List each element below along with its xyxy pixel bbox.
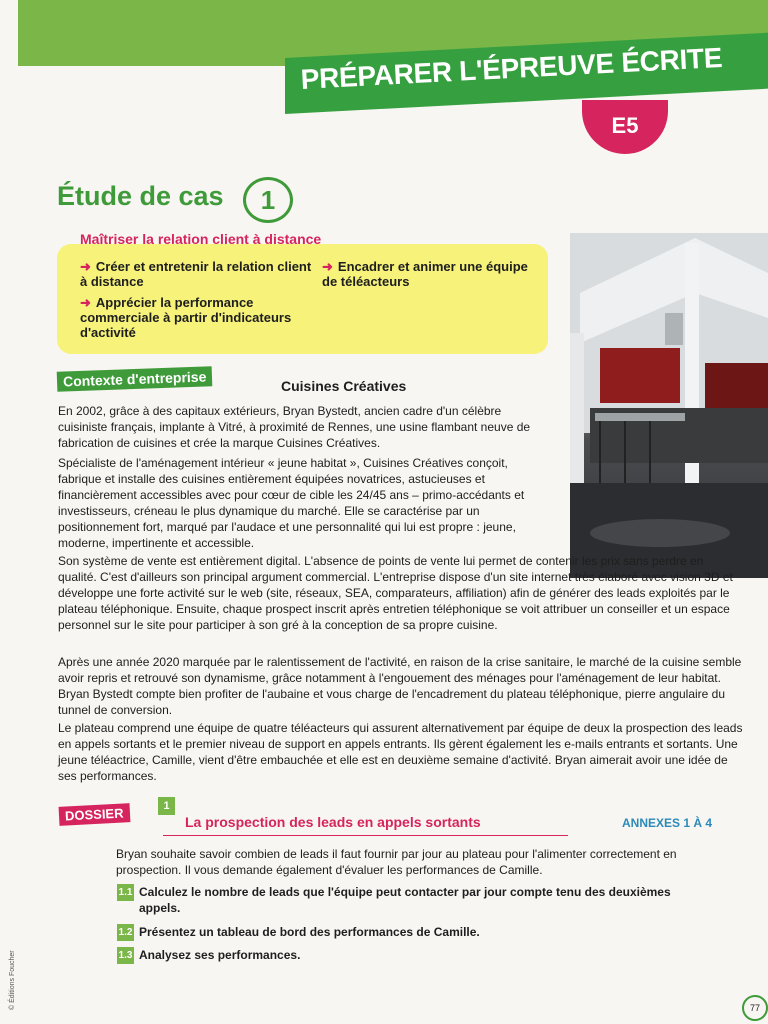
skill-item: ➜ Encadrer et animer une équipe de téléacteurs (322, 259, 528, 289)
page-title: PRÉPARER L'ÉPREUVE ÉCRITE (300, 41, 723, 95)
publisher-credit: © Éditions Foucher (9, 950, 16, 1010)
context-paragraph: Spécialiste de l'aménagement intérieur « jeune habitat », Cuisines Créatives conçoit, fabrique et installe des cuisines entièrement équipées novatrices, astucieuses et financièrement accessibles avec pour cœur de cible les 24/45 ans – primo-accédants et investisseurs, créneau le plus dynamique du marché. Elle se caractérise par un positionnement fort, marqué par l'audace et une personnalité qui lui est propre : jeune, moderne, impertinente et accessible. (58, 456, 525, 550)
dossier-title: La prospection des leads en appels sortants (185, 814, 481, 830)
skill-item: ➜ Apprécier la performance commerciale à partir d'indicateurs d'activité (80, 295, 292, 340)
task-number: 1.1 (117, 884, 134, 901)
case-title: Étude de cas (57, 181, 224, 211)
skill-item: ➜ Créer et entretenir la relation client à distance (80, 259, 312, 289)
dossier-intro: Bryan souhaite savoir combien de leads il faut fournir par jour au plateau pour l'alimenter correctement en prospection. Il vous demande également d'évaluer les performances de Camille. (116, 847, 677, 877)
kitchen-illustration (570, 233, 768, 578)
exam-badge: E5 (582, 100, 668, 154)
arrow-icon: ➜ (322, 259, 333, 274)
annexes-reference: ANNEXES 1 À 4 (622, 816, 713, 830)
task-text: Présentez un tableau de bord des performances de Camille. (139, 925, 480, 939)
kitchen-photo (570, 233, 768, 578)
context-tag: Contexte d'entreprise (57, 366, 213, 391)
dossier-tag: DOSSIER (59, 803, 130, 826)
dossier-number: 1 (158, 797, 175, 815)
case-number: 1 (243, 177, 293, 223)
skills-title: Maîtriser la relation client à distance (80, 231, 322, 247)
context-paragraph: Son système de vente est entièrement digital. L'absence de points de vente lui permet de contenir les prix sans perdre en qualité. C'est d'ailleurs son principal argument commercial. L'entreprise dispose d'un site internet très élaboré avec vision 3D et développe une forte activité sur le web (site, réseaux, SEA, comparateurs, affiliation) afin de générer des leads exploités par le plateau téléphonique. Ensuite, chaque prospect inscrit après entretien téléphonique se voit attribuer un conseiller et un espace personnel sur le site pour participer à son gré à la conception de sa propre cuisine. (58, 554, 733, 632)
page-number: 77 (742, 995, 768, 1021)
dossier-divider (163, 835, 568, 836)
task-number: 1.2 (117, 924, 134, 941)
company-name: Cuisines Créatives (281, 378, 407, 394)
task-text: Calculez le nombre de leads que l'équipe peut contacter par jour compte tenu des deuxièmes appels. (139, 885, 671, 915)
arrow-icon: ➜ (80, 295, 91, 310)
context-paragraph: En 2002, grâce à des capitaux extérieurs, Bryan Bystedt, ancien cadre d'un célèbre cuisiniste français, implante à Vitré, à proximité de Rennes, une usine flambant neuve de fabrication de cuisines et crée la marque Cuisines Créatives. (58, 404, 531, 450)
context-paragraph: Après une année 2020 marquée par le ralentissement de l'activité, en raison de la crise sanitaire, le marché de la cuisine semble avoir repris et retrouvé son dynamisme, grâce notamment à l'engouement des ménages pour l'aménagement de leur habitat. Bryan Bystedt compte bien profiter de l'aubaine et vous charge de l'encadrement du plateau téléphonique, pierre angulaire du tunnel de conversion. (58, 655, 742, 717)
task-text: Analysez ses performances. (139, 948, 301, 962)
task-number: 1.3 (117, 947, 134, 964)
arrow-icon: ➜ (80, 259, 91, 274)
context-paragraph: Le plateau comprend une équipe de quatre téléacteurs qui assurent alternativement par équipe de deux la prospection des leads en appels sortants et le premier niveau de support en appels entrants. Ils gèrent également les e-mails entrants et sortants. Une jeune téléactrice, Camille, vient d'être embauchée et elle est en deuxième semaine d'activité. Bryan aimerait avoir une idée de ses performances. (58, 721, 743, 783)
